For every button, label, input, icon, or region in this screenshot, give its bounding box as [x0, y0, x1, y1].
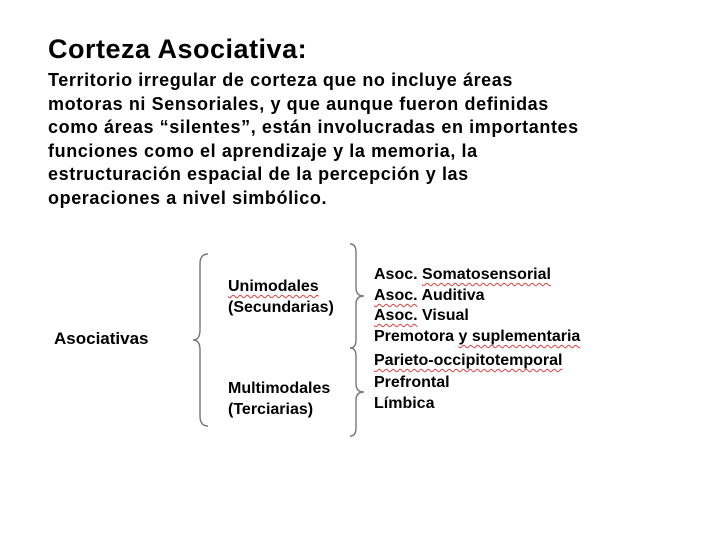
- group-label-line: (Terciarias): [228, 401, 314, 418]
- item-prefix: Premotora: [374, 328, 455, 345]
- item-prefix: Asoc.: [374, 266, 418, 283]
- paragraph-line: como áreas “silentes”, están involucradas en importantes: [48, 117, 579, 137]
- item-asoc-visual: [374, 305, 469, 326]
- group-brace-multimodales: [346, 346, 368, 438]
- item-prefrontal: [374, 372, 450, 393]
- item-rest: y suplementaria: [458, 328, 581, 345]
- item-asoc-auditiva: [374, 285, 485, 306]
- group-label-line: Multimodales: [228, 380, 331, 397]
- group-label-unimodales: [228, 276, 334, 318]
- item-limbica: [374, 393, 434, 414]
- item-rest: Somatosensorial: [422, 266, 551, 283]
- item-prefix: Límbica: [374, 395, 435, 412]
- root-brace: [190, 252, 212, 428]
- paragraph-line: Territorio irregular de corteza que no incluye áreas: [48, 70, 514, 90]
- group-brace-unimodales: [346, 242, 368, 350]
- paragraph-line: estructuración espacial de la percepción y las: [48, 164, 469, 184]
- group-label-multimodales: [228, 378, 330, 420]
- item-prefix: Asoc.: [374, 307, 418, 324]
- item-premotora-suplementaria: [374, 326, 580, 347]
- item-parieto-occipitotemporal: [374, 350, 562, 371]
- item-prefix: Asoc.: [374, 287, 418, 304]
- slide-title: Corteza Asociativa:: [48, 34, 308, 64]
- item-prefix: Parieto-occipitotemporal: [374, 352, 563, 369]
- item-rest: Visual: [422, 307, 469, 324]
- item-prefix: Prefrontal: [374, 374, 450, 391]
- group-label-line: Unimodales: [228, 278, 319, 295]
- item-rest: Auditiva: [421, 287, 485, 304]
- paragraph-line: funciones como el aprendizaje y la memoria, la: [48, 140, 478, 161]
- group-label-line: (Secundarias): [228, 299, 334, 316]
- root-label: Asociativas: [54, 329, 149, 348]
- paragraph-line: operaciones a nivel simbólico.: [48, 187, 328, 208]
- item-asoc-somatosensorial: [374, 264, 551, 285]
- paragraph-line: motoras ni Sensoriales, y que aunque fueron definidas: [48, 93, 549, 114]
